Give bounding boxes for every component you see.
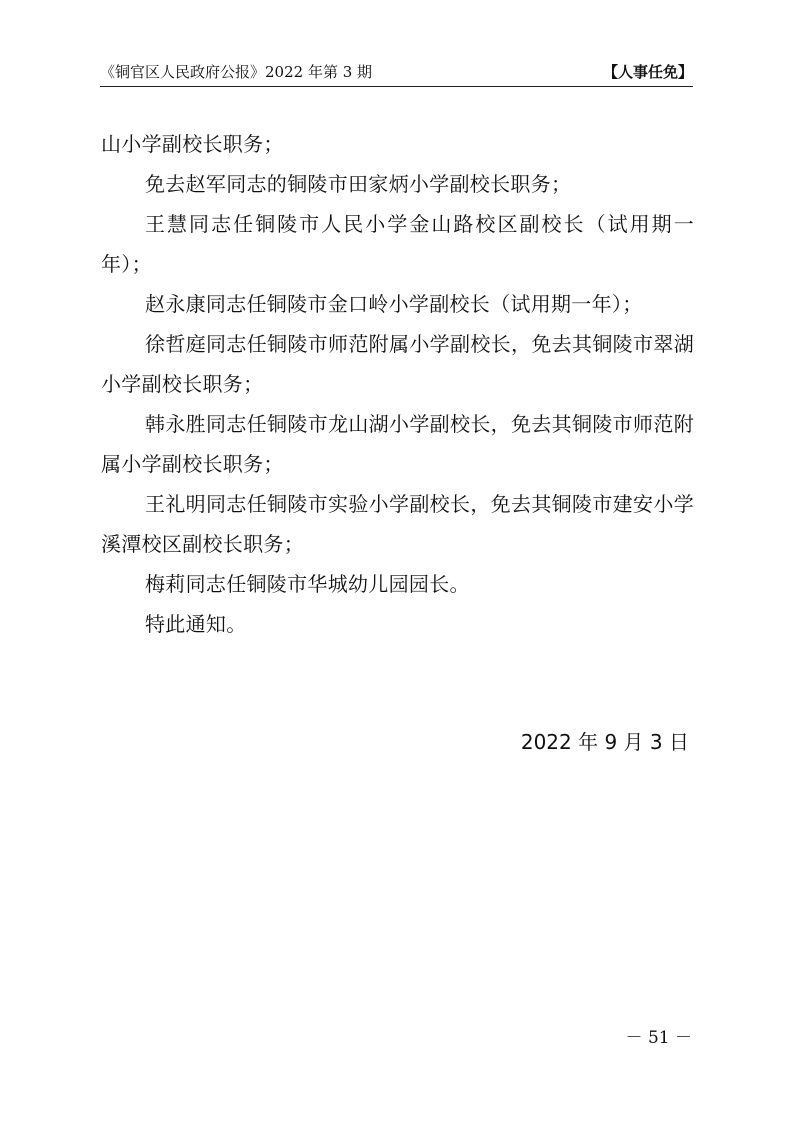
page-number: － 51 － [625, 1028, 692, 1048]
closing-statement: 特此通知。 [145, 612, 247, 636]
page-header [100, 60, 693, 84]
publication-title: 《铜官区人民政府公报》2022 年第 3 期 [100, 63, 373, 81]
document-date: 2022 年 9 月 3 日 [520, 730, 689, 754]
paragraph-appointment-xu-zheting: 徐哲庭同志任铜陵市师范附属小学副校长，免去其铜陵市翠湖小学副校长职务； [101, 332, 694, 396]
paragraph-appointment-han-yongsheng: 韩永胜同志任铜陵市龙山湖小学副校长，免去其铜陵市师范附属小学副校长职务； [101, 412, 694, 476]
paragraph-appointment-wang-liming: 王礼明同志任铜陵市实验小学副校长，免去其铜陵市建安小学溪潭校区副校长职务； [101, 492, 694, 556]
paragraph-continuation: 山小学副校长职务； [101, 132, 284, 156]
header-divider [100, 86, 693, 87]
paragraph-appointment-zhao-yongkang: 赵永康同志任铜陵市金口岭小学副校长（试用期一年）； [145, 292, 643, 316]
paragraph-appointment-mei-li: 梅莉同志任铜陵市华城幼儿园园长。 [145, 572, 470, 596]
section-label: 【人事任免】 [602, 63, 693, 81]
paragraph-dismissal-zhao-jun: 免去赵军同志的铜陵市田家炳小学副校长职务； [145, 172, 572, 196]
document-body [101, 124, 694, 644]
paragraph-appointment-wang-hui: 王慧同志任铜陵市人民小学金山路校区副校长（试用期一年）； [101, 212, 694, 276]
